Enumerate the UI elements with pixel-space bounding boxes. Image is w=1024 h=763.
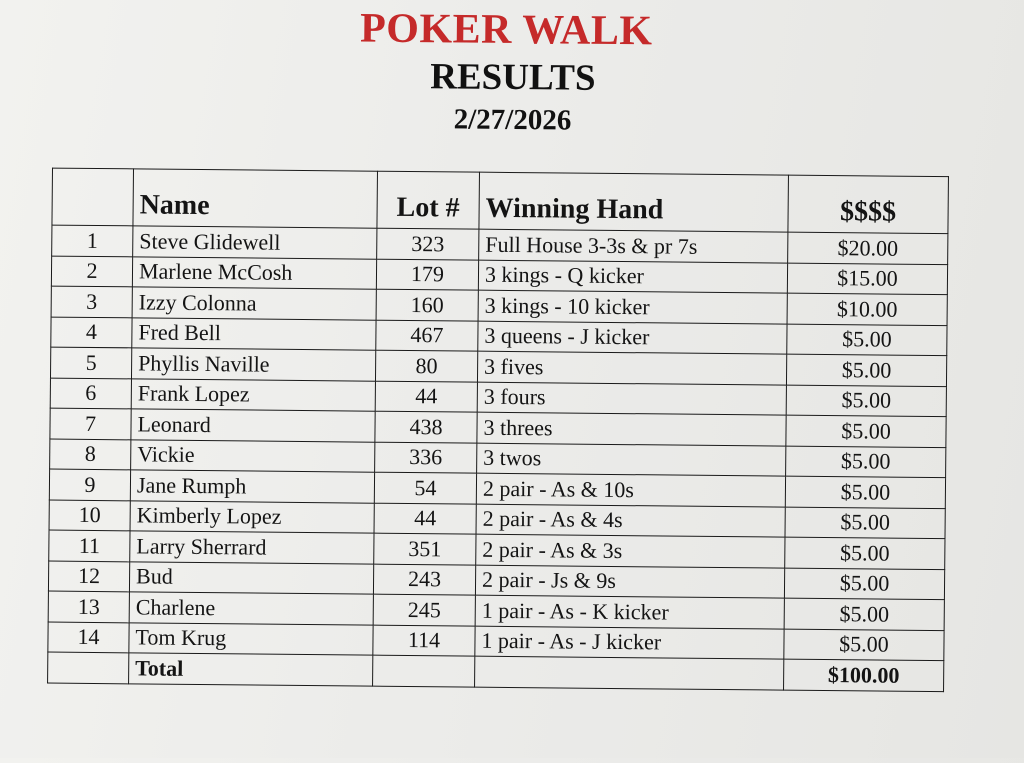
prize-amount: $20.00 <box>788 232 948 264</box>
results-table <box>47 168 949 692</box>
player-name: Phyllis Naville <box>131 348 375 381</box>
prize-amount: $5.00 <box>785 507 945 539</box>
column-header-lot: Lot # <box>377 171 480 229</box>
lot-number: 438 <box>375 411 477 442</box>
page-subtitle: RESULTS <box>430 56 596 99</box>
winning-hand: 3 twos <box>477 443 786 476</box>
winning-hand: 3 kings - 10 kicker <box>478 290 787 323</box>
prize-amount: $5.00 <box>784 568 944 600</box>
row-number: 7 <box>50 408 131 439</box>
row-number: 13 <box>48 591 129 622</box>
winning-hand: 2 pair - Js & 9s <box>475 565 784 598</box>
row-number: 3 <box>51 286 132 317</box>
winning-hand: 1 pair - As - J kicker <box>475 626 784 659</box>
winning-hand: 2 pair - As & 4s <box>476 504 785 537</box>
player-name: Fred Bell <box>132 317 376 350</box>
lot-number: 179 <box>376 259 478 290</box>
player-name: Leonard <box>131 409 375 442</box>
column-header-number <box>52 168 134 226</box>
player-name: Steve Glidewell <box>133 226 377 259</box>
total-amount: $100.00 <box>784 659 944 691</box>
row-number: 9 <box>49 469 130 500</box>
total-number-cell <box>48 652 129 683</box>
lot-number: 351 <box>374 533 476 564</box>
prize-amount: $5.00 <box>785 476 945 508</box>
event-date: 2/27/2026 <box>453 103 572 137</box>
lot-number: 80 <box>375 350 477 381</box>
row-number: 10 <box>49 500 130 531</box>
prize-amount: $15.00 <box>787 263 947 295</box>
winning-hand: Full House 3-3s & pr 7s <box>479 229 788 262</box>
lot-number: 467 <box>376 320 478 351</box>
lot-number: 323 <box>377 228 479 259</box>
winning-hand: 2 pair - As & 3s <box>476 534 785 567</box>
row-number: 12 <box>48 561 129 592</box>
winning-hand: 3 threes <box>477 412 786 445</box>
total-lot-cell <box>373 655 475 686</box>
player-name: Larry Sherrard <box>130 531 374 564</box>
column-header-prize: $$$$ <box>788 175 949 234</box>
row-number: 1 <box>52 225 133 256</box>
prize-amount: $5.00 <box>786 446 946 478</box>
row-number: 14 <box>48 622 129 653</box>
column-header-name: Name <box>133 169 378 228</box>
winning-hand: 3 queens - J kicker <box>478 321 787 354</box>
lot-number: 114 <box>373 625 475 656</box>
prize-amount: $5.00 <box>786 415 946 447</box>
player-name: Frank Lopez <box>131 378 375 411</box>
column-header-winning-hand: Winning Hand <box>479 172 789 232</box>
table-header-row <box>52 168 949 234</box>
row-number: 8 <box>50 439 131 470</box>
player-name: Jane Rumph <box>130 470 374 503</box>
winning-hand: 3 fives <box>477 351 786 384</box>
lot-number: 44 <box>375 381 477 412</box>
prize-amount: $5.00 <box>784 629 944 661</box>
player-name: Vickie <box>131 439 375 472</box>
winning-hand: 2 pair - As & 10s <box>476 473 785 506</box>
row-number: 11 <box>49 530 130 561</box>
row-number: 6 <box>50 378 131 409</box>
prize-amount: $5.00 <box>784 598 944 630</box>
row-number: 5 <box>50 347 131 378</box>
player-name: Kimberly Lopez <box>130 500 374 533</box>
prize-amount: $5.00 <box>785 537 945 569</box>
winning-hand: 1 pair - As - K kicker <box>475 595 784 628</box>
player-name: Tom Krug <box>129 622 373 655</box>
total-hand-cell <box>475 656 784 689</box>
winning-hand: 3 kings - Q kicker <box>478 260 787 293</box>
table-body <box>48 225 948 661</box>
row-number: 2 <box>51 256 132 287</box>
lot-number: 160 <box>376 289 478 320</box>
row-number: 4 <box>51 317 132 348</box>
prize-amount: $5.00 <box>786 354 946 386</box>
page-title: POKER WALK <box>359 5 653 55</box>
lot-number: 54 <box>374 472 476 503</box>
lot-number: 336 <box>375 442 477 473</box>
lot-number: 243 <box>373 564 475 595</box>
player-name: Bud <box>129 561 373 594</box>
player-name: Izzy Colonna <box>132 287 376 320</box>
total-label: Total <box>129 653 373 686</box>
prize-amount: $5.00 <box>787 324 947 356</box>
lot-number: 245 <box>373 594 475 625</box>
lot-number: 44 <box>374 503 476 534</box>
winning-hand: 3 fours <box>477 382 786 415</box>
player-name: Marlene McCosh <box>132 256 376 289</box>
prize-amount: $5.00 <box>786 385 946 417</box>
prize-amount: $10.00 <box>787 293 947 325</box>
player-name: Charlene <box>129 592 373 625</box>
